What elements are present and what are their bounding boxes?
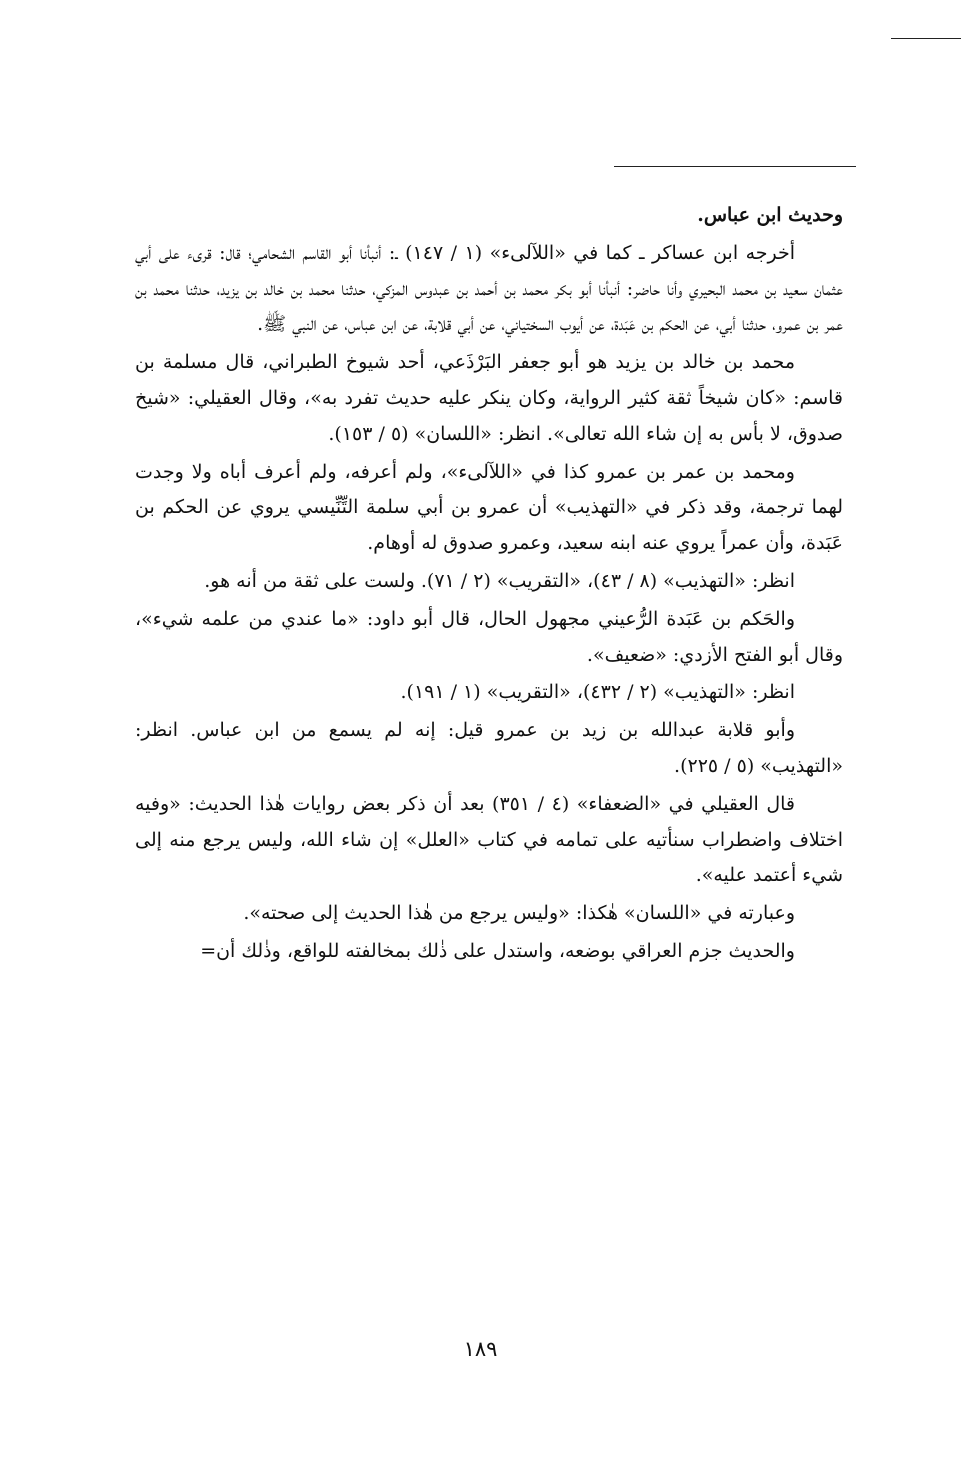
footnote-text-block [135, 198, 843, 970]
paragraph-reference-tahdhib-1: انظر: «التهذيب» (٨ / ٤٣)، «التقريب» (٢ / ٧١). ولست على ثقة من أنه هو. [204, 569, 795, 592]
paragraph-muhammad-bin-khalid: محمد بن خالد بن يزيد هو أبو جعفر البَرْذَعي، أحد شيوخ الطبراني، قال مسلمة بن قاسم: «كان شيخاً ثقة كثير الرواية، وكان ينكر عليه حديث تفرد به»، وقال العقيلي: «شيخ صدوق، لا بأس به إن شاء الله تعالى». انظر: «اللسان» (٥ / ١٥٣). [135, 351, 843, 445]
paragraph-uqayli-duafa: قال العقيلي في «الضعفاء» (٤ / ٣٥١) بعد أن ذكر بعض روايات هٰذا الحديث: «وفيه اختلاف واضطراب سنأتيه على تمامه في كتاب «العلل» إن شاء الله، وليس يرجع منه إلى شيء أعتمد عليه». [135, 792, 843, 887]
top-edge-rule [891, 38, 961, 39]
paragraph-isnad: أخرجه ابن عساكر ـ كما في «اللآلىء» (١ / ١٤٧) ـ: أنبأنا أبو القاسم الشحامي؛ قال: قرىء على أبي عثمان سعيد بن محمد البحيري وأنا حاضر: أنبأنا أبو بكر محمد بن أحمد بن عبدوس المزكي، حدثنا محمد بن خالد بن يزيد، حدثنا محمد بن عمر بن عمرو، حدثنا أبي، عن الحكم بن عَبَدة، عن أيوب السختياني، عن أبي قلابة، عن ابن عباس، عن النبي ﷺ. [135, 241, 843, 336]
paragraph-reference-tahdhib-2: انظر: «التهذيب» (٢ / ٤٣٢)، «التقريب» (١ / ١٩١). [400, 681, 795, 704]
section-heading: وحديث ابن عباس. [697, 204, 843, 226]
paragraph-lisan-wording: وعبارته في «اللسان» هٰكذا: «وليس يرجع من هٰذا الحديث إلى صحته». [243, 902, 795, 925]
paragraph-iraqi-verdict: والحديث جزم العراقي بوضعه، واستدل على ذٰلك بمخالفته للواقع، وذٰلك أن= [200, 939, 795, 962]
paragraph-hakam-bin-abada: والحَكم بن عَبَدة الرُّعيني مجهول الحال، قال أبو داود: «ما عندي من علمه شيء»، وقال أبو الفتح الأزدي: «ضعيف». [135, 607, 843, 666]
page-number: ١٨٩ [463, 1337, 498, 1361]
paragraph-abu-qilaba: وأبو قلابة عبدالله بن زيد بن عمرو قيل: إنه لم يسمع من ابن عباس. انظر: «التهذيب» (٥ / ٢٢٥). [135, 719, 843, 777]
footnote-separator-rule [614, 166, 856, 167]
paragraph-muhammad-bin-umar: ومحمد بن عمر بن عمرو كذا في «اللآلىء»، ولم أعرفه، ولم أعرف أباه ولا وجدت لهما ترجمة، وقد ذكر في «التهذيب» أن عمرو بن أبي سلمة التِّنِّيسي يروي عن الحكم بن عَبَدة، وأن عمراً يروي عنه ابنه سعيد، وعمرو صدوق له أوهام. [135, 460, 843, 555]
